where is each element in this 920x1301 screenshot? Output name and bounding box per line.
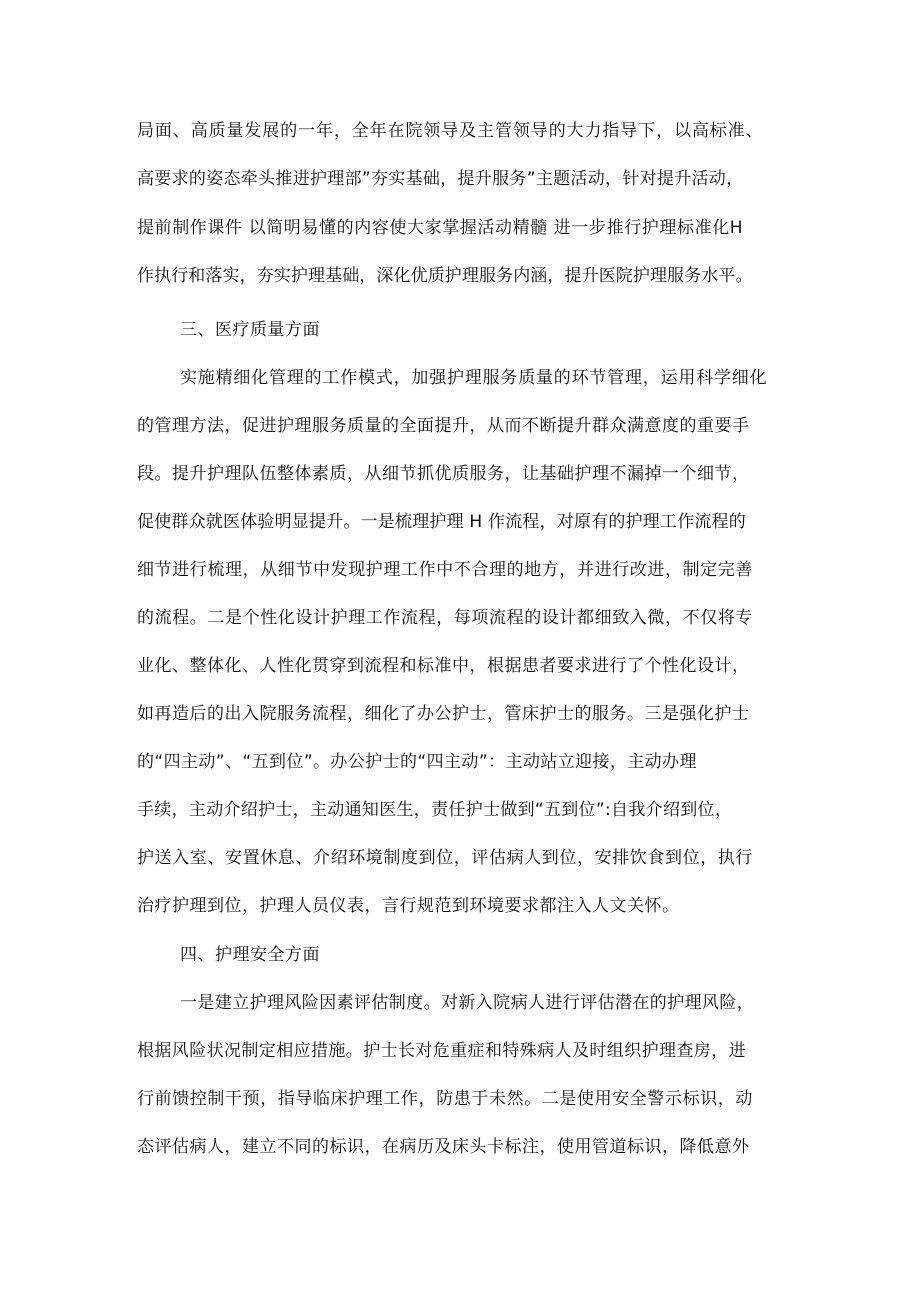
text-line: 促使群众就医体验明显提升。一是梳理护理 H 作流程，对原有的护理工作流程的: [137, 512, 746, 532]
text-line: 如再造后的出入院服务流程，细化了办公护士，管床护士的服务。三是强化护士: [137, 704, 750, 724]
text-line: 手续，主动介绍护士，主动通知医生，责任护士做到“五到位”:自我介绍到位，: [137, 800, 733, 820]
text-line: 提前制作课件 以简明易懂的内容使大家掌握活动精髓 进一步推行护理标准化H: [137, 218, 744, 238]
text-line: 实施精细化管理的工作模式，加强护理服务质量的环节管理，运用科学细化: [180, 368, 768, 388]
section-heading: 四、护理安全方面: [180, 945, 320, 965]
text-line: 局面、高质量发展的一年，全年在院领导及主管领导的大力指导下，以高标准、: [137, 121, 764, 141]
text-line: 治疗护理到位，护理人员仪表，言行规范到环境要求都注入人文关怀。: [137, 896, 680, 916]
text-line: 细节进行梳理，从细节中发现护理工作中不合理的地方，并进行改进，制定完善: [137, 560, 753, 580]
text-line: 一是建立护理风险因素评估制度。对新入院病人进行评估潜在的护理风险，: [180, 993, 755, 1013]
text-line: 高要求的姿态牵头推进护理部”夯实基础，提升服务”主题活动，针对提升活动，: [137, 169, 744, 189]
text-line: 业化、整体化、人性化贯穿到流程和标准中，根据患者要求进行了个性化设计，: [137, 656, 750, 676]
section-heading: 三、医疗质量方面: [180, 320, 320, 340]
text-line: 的流程。二是个性化设计护理工作流程，每项流程的设计都细致入微，不仅将专: [137, 608, 753, 628]
text-line: 行前馈控制干预，指导临床护理工作，防患于未然。二是使用安全警示标识，动: [137, 1089, 753, 1109]
text-line: 的管理方法，促进护理服务质量的全面提升，从而不断提升群众满意度的重要手: [137, 416, 750, 436]
text-line: 的“四主动”、“五到位”。办公护士的“四主动”：主动站立迎接，主动办理: [137, 752, 697, 772]
text-line: 根据风险状况制定相应措施。护士长对危重症和特殊病人及时组织护理查房，进: [137, 1041, 746, 1061]
text-line: 段。提升护理队伍整体素质，从细节抓优质服务，让基础护理不漏掉一个细节，: [137, 464, 750, 484]
text-line: 态评估病人，建立不同的标识，在病历及床头卡标注，使用管道标识，降低意外: [137, 1137, 750, 1157]
text-line: 作执行和落实，夯实护理基础，深化优质护理服务内涵，提升医院护理服务水平。: [137, 266, 753, 286]
text-line: 护送入室、安置休息、介绍环境制度到位，评估病人到位，安排饮食到位，执行: [137, 848, 753, 868]
